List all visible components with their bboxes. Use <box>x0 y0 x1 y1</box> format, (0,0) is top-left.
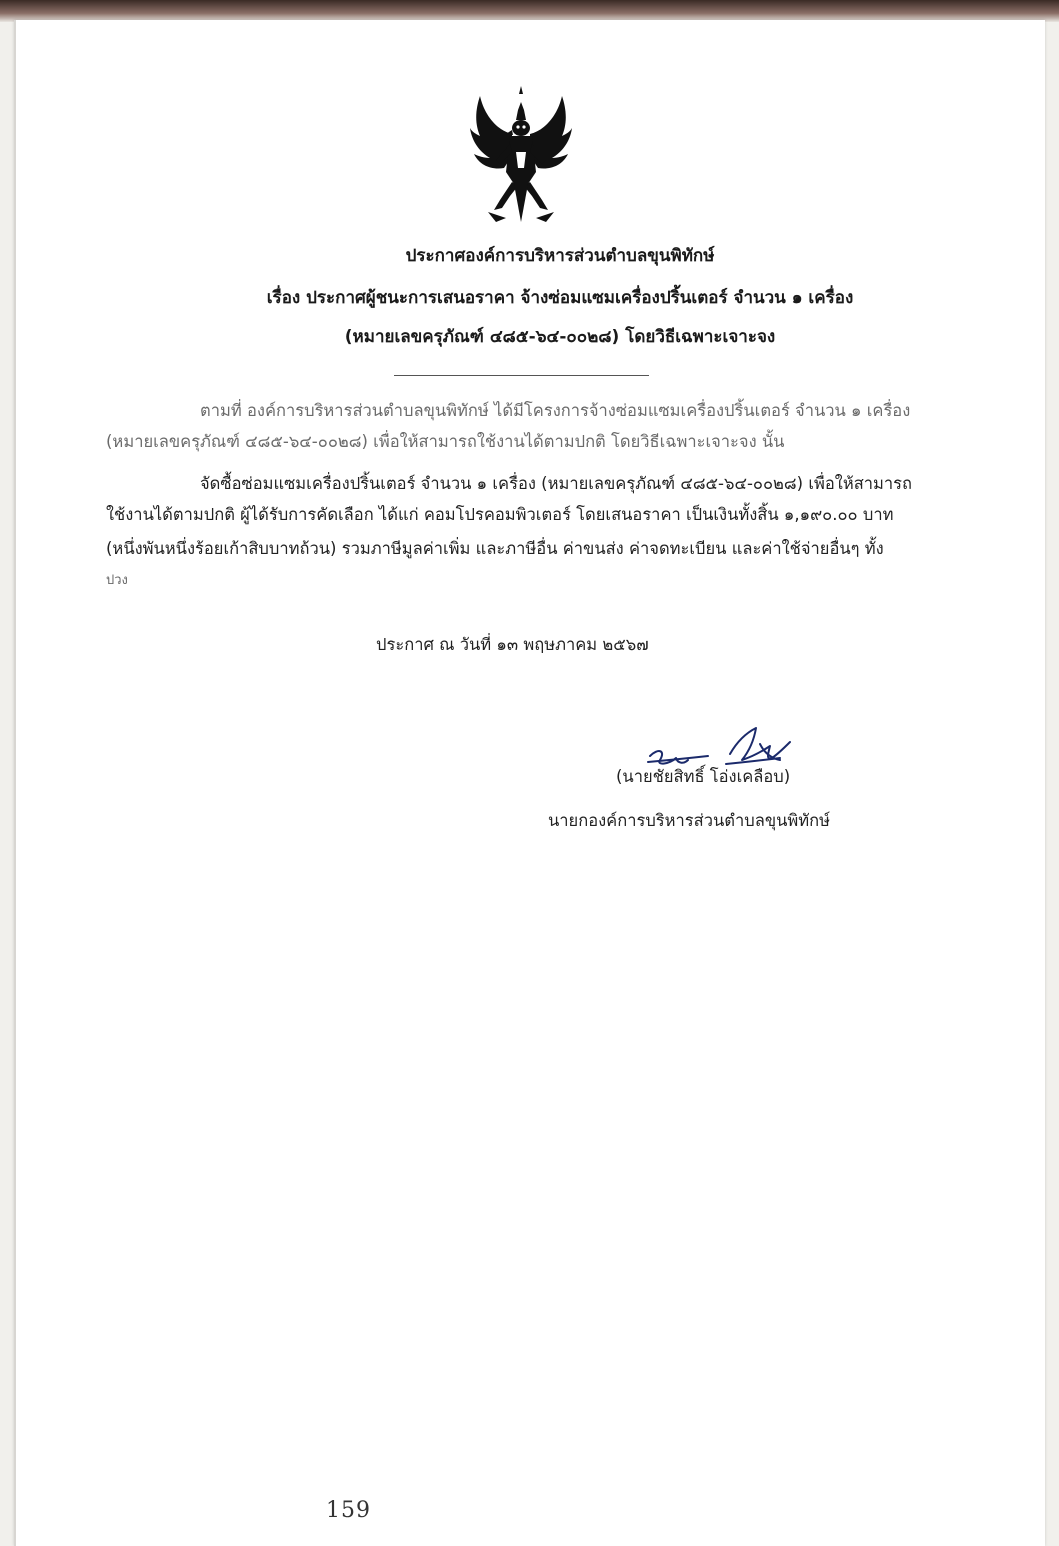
paragraph-2-line-2: ใช้งานได้ตามปกติ ผู้ได้รับการคัดเลือก ได้แก่ คอมโปรคอมพิวเตอร์ โดยเสนอราคา เป็นเงินทั้งสิ้น ๑,๑๙๐.๐๐ บาท <box>106 505 894 524</box>
paragraph-2-line-1: จัดซื้อซ่อมแซมเครื่องปริ้นเตอร์ จำนวน ๑ เครื่อง (หมายเลขครุภัณฑ์ ๔๘๕-๖๔-๐๐๒๘) เพื่อให้สามารถ <box>200 474 913 493</box>
paragraph-2-line-4: ปวง <box>106 573 128 588</box>
top-edge-band <box>0 0 1059 22</box>
paragraph-1-line-2: (หมายเลขครุภัณฑ์ ๔๘๕-๖๔-๐๐๒๘) เพื่อให้สามารถใช้งานได้ตามปกติ โดยวิธีเฉพาะเจาะจง นั้น <box>106 432 785 451</box>
signatory-name: (นายชัยสิทธิ์ โอ่งเคลือบ) <box>616 767 791 786</box>
announcement-date: ประกาศ ณ วันที่ ๑๓ พฤษภาคม ๒๕๖๗ <box>376 635 649 654</box>
title-divider <box>394 375 649 376</box>
document-subject-continued: (หมายเลขครุภัณฑ์ ๔๘๕-๖๔-๐๐๒๘) โดยวิธีเฉพาะเจาะจง <box>344 327 776 347</box>
paragraph-1-line-1: ตามที่ องค์การบริหารส่วนตำบลขุนพิทักษ์ ได้มีโครงการจ้างซ่อมแซมเครื่องปริ้นเตอร์ จำนวน ๑ เครื่อง <box>200 401 911 420</box>
signatory-position: นายกองค์การบริหารส่วนตำบลขุนพิทักษ์ <box>548 811 831 830</box>
paragraph-2-line-3: (หนึ่งพันหนึ่งร้อยเก้าสิบบาทถ้วน) รวมภาษีมูลค่าเพิ่ม และภาษีอื่น ค่าขนส่ง ค่าจดทะเบียน และค่าใช้จ่ายอื่นๆ ทั้ง <box>106 539 884 558</box>
garuda-emblem-icon <box>466 72 576 232</box>
handwritten-page-number: 159 <box>326 1498 371 1523</box>
page-edge <box>14 20 16 1546</box>
document-subject: เรื่อง ประกาศผู้ชนะการเสนอราคา จ้างซ่อมแซมเครื่องปริ้นเตอร์ จำนวน ๑ เครื่อง <box>266 288 854 308</box>
document-title: ประกาศองค์การบริหารส่วนตำบลขุนพิทักษ์ <box>405 246 715 266</box>
